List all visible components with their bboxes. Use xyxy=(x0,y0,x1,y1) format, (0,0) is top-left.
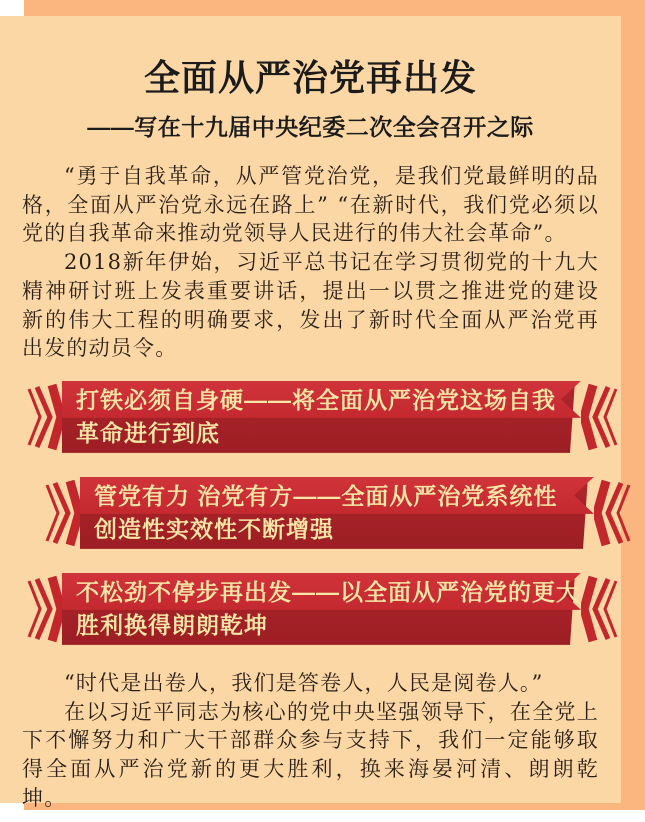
intro-paragraph-2: 2018新年伊始，习近平总书记在学习贯彻党的十九大精神研讨班上发表重要讲话，提出一以贯之推进党的建设新的伟大工程的明确要求，发出了新时代全面从严治党再出发的动员令。 xyxy=(22,250,599,361)
banner-line: 不松劲不停步再出发——以全面从严治党的更大 xyxy=(76,578,580,605)
banner-line: 革命进行到底 xyxy=(76,419,220,446)
ribbon-body xyxy=(80,477,588,549)
banner-line: 胜利换得朗朗乾坤 xyxy=(76,611,268,638)
ribbon-banner-2 xyxy=(44,477,632,549)
chevrons-left-icon xyxy=(44,477,82,549)
ribbon-banner-1 xyxy=(26,381,619,453)
banner-line: 管党有力 治党有方——全面从严治党系统性 xyxy=(94,482,558,509)
banner-line: 打铁必须自身硬——将全面从严治党这场自我 xyxy=(76,386,556,413)
closing-paragraph-1: “时代是出卷人，我们是答卷人，人民是阅卷人。” xyxy=(64,670,544,695)
chevrons-right-icon xyxy=(581,381,619,453)
ribbon-body xyxy=(62,381,575,453)
page-title: 全面从严治党再出发 xyxy=(143,57,477,98)
chevrons-left-icon xyxy=(26,381,64,453)
ribbon-body xyxy=(62,573,580,645)
banner-text xyxy=(76,384,556,450)
banner-text xyxy=(76,576,580,642)
page-subtitle: ——写在十九届中央纪委二次全会召开之际 xyxy=(87,114,534,140)
closing-section xyxy=(22,669,599,813)
intro-paragraph-1: “勇于自我革命，从严管党治党，是我们党最鲜明的品格，全面从严治党永远在路上” “在新时代，我们党必须以党的自我革命来推动党领导人民进行的伟大社会革命”。 xyxy=(22,164,599,246)
chevrons-left-icon xyxy=(26,573,64,645)
banner-line: 创造性实效性不断增强 xyxy=(94,515,334,542)
ribbon-banner-3 xyxy=(26,573,619,645)
banner-list xyxy=(26,381,619,645)
article-card xyxy=(0,16,621,810)
banner-text xyxy=(94,480,558,546)
intro-section xyxy=(22,162,599,363)
closing-paragraph-2: 在以习近平同志为核心的党中央坚强领导下，在全党上下不懈努力和广大干部群众参与支持下，我们一定能够取得全面从严治党新的更大胜利，换来海晏河清、朗朗乾坤。 xyxy=(22,699,599,810)
chevrons-right-icon xyxy=(594,477,632,549)
chevrons-right-icon xyxy=(581,573,619,645)
